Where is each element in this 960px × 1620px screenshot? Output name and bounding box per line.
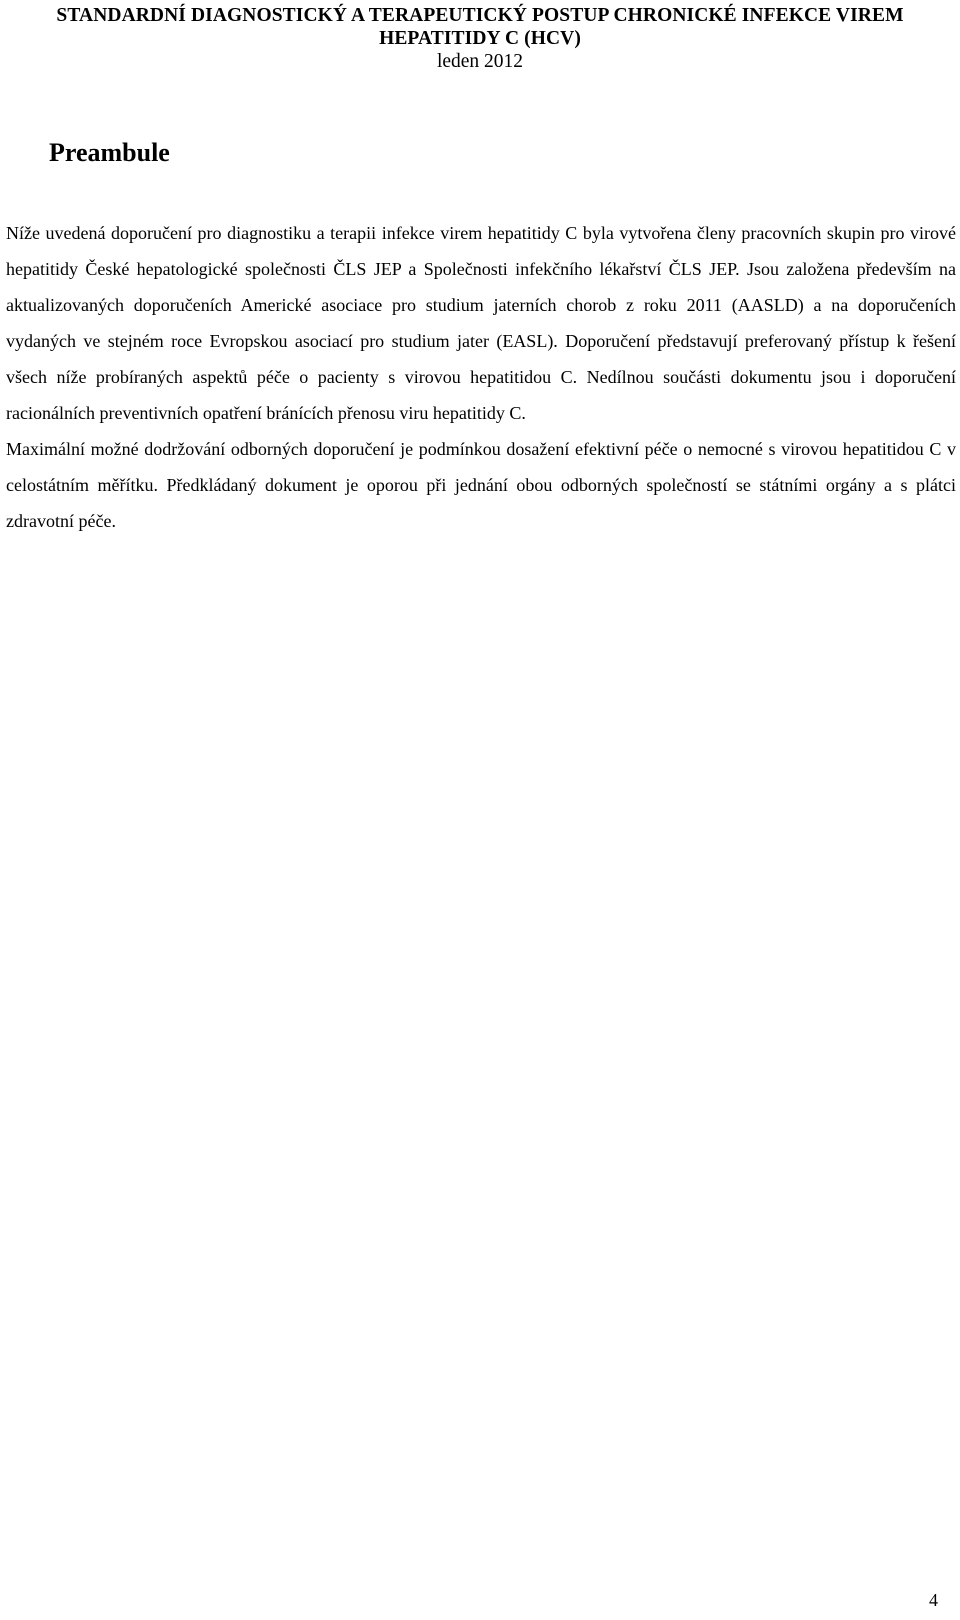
- section-heading: Preambule: [49, 138, 170, 167]
- document-date: leden 2012: [436, 51, 524, 72]
- document-title-line-2: HEPATITIDY C (HCV): [379, 28, 581, 49]
- document-title-line-1: STANDARDNÍ DIAGNOSTICKÝ A TERAPEUTICKÝ POSTUP CHRONICKÉ INFEKCE VIREM: [56, 5, 904, 26]
- preamble-body: [6, 215, 956, 539]
- document-header: [0, 4, 960, 74]
- paragraph-2: Maximální možné dodržování odborných doporučení je podmínkou dosažení efektivní péče o nemocné s virovou hepatitidou C v celostátním měřítku. Předkládaný dokument je oporou při jednání obou odborných společností se státními orgány a s plátci zdravotní péče.: [6, 439, 956, 531]
- page-number: 4: [929, 1590, 938, 1610]
- paragraph-1: Níže uvedená doporučení pro diagnostiku a terapii infekce virem hepatitidy C byla vytvořena členy pracovních skupin pro virové hepatitidy České hepatologické společnosti ČLS JEP a Společnosti infekčního lékařství ČLS JEP. Jsou založena především na aktualizovaných doporučeních Americké asociace pro studium jaterních chorob z roku 2011 (AASLD) a na doporučeních vydaných ve stejném roce Evropskou asociací pro studium jater (EASL). Doporučení představují preferovaný přístup k řešení všech níže probíraných aspektů péče o pacienty s virovou hepatitidou C. Nedílnou součásti dokumentu jsou i doporučení racionálních preventivních opatření bránících přenosu viru hepatitidy C.: [6, 223, 956, 423]
